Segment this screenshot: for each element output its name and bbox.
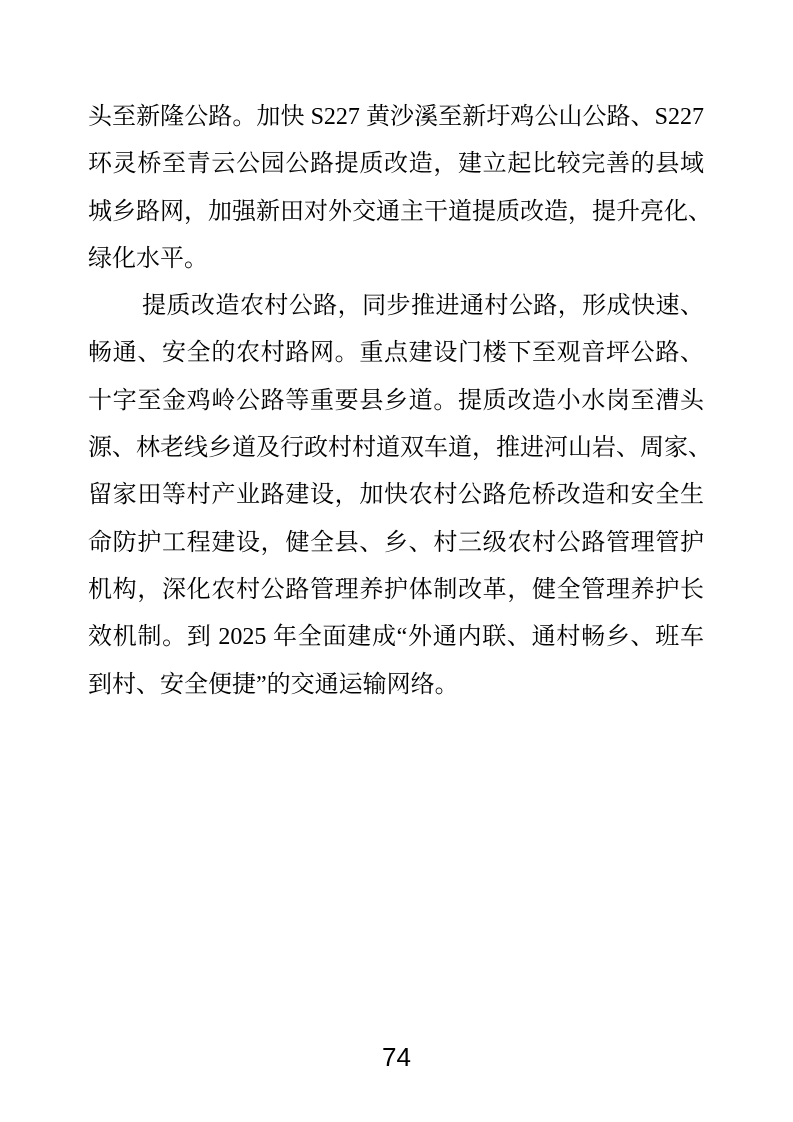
text-line: 畅通、安全的农村路网。重点建设门楼下至观音坪公路、 [88,340,704,367]
text-line: 城乡路网，加强新田对外交通主干道提质改造，提升亮化、 [88,198,712,225]
text-line: 环灵桥至青云公园公路提质改造，建立起比较完善的县域 [88,151,704,178]
text-line: 命防护工程建设，健全县、乡、村三级农村公路管理管护 [88,529,704,556]
text-line: 到村、安全便捷”的交通运输网络。 [88,671,459,698]
text-line: 机构，深化农村公路管理养护体制改革，健全管理养护长 [88,576,704,603]
text-line: 绿化水平。 [88,245,208,272]
page-footer [0,1042,793,1073]
document-body [88,94,712,709]
text-line: 头至新隆公路。加快 S227 黄沙溪至新圩鸡公山公路、S227 [88,104,704,130]
paragraph [88,94,712,283]
text-line: 源、林老线乡道及行政村村道双车道，推进河山岩、周家、 [88,435,712,462]
text-line: 效机制。到 2025 年全面建成“外通内联、通村畅乡、班车 [88,624,704,651]
paragraph [88,283,712,709]
text-line: 提质改造农村公路，同步推进通村公路，形成快速、 [142,293,704,320]
page-number: 74 [382,1042,411,1072]
text-line: 留家田等村产业路建设，加快农村公路危桥改造和安全生 [88,482,704,509]
text-line: 十字至金鸡岭公路等重要县乡道。提质改造小水岗至漕头 [88,387,704,414]
